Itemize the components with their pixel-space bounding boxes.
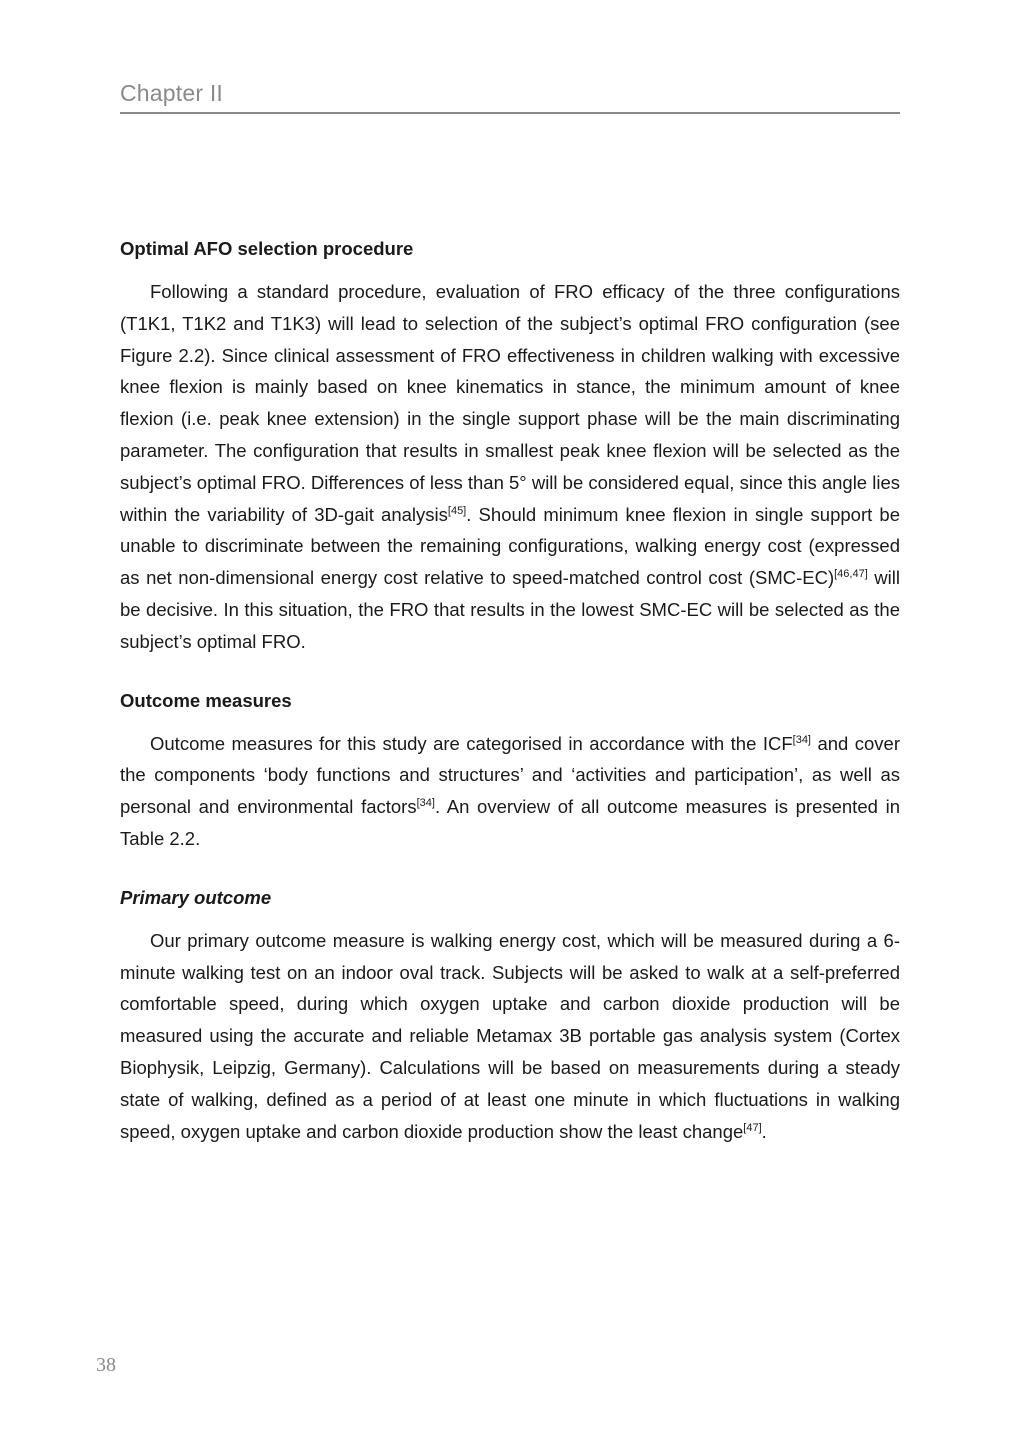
text-run: and cover the components ‘body functions and structures’ and ‘activities and participation’, as well as personal and environmental factors xyxy=(120,732,900,818)
text-run: . Should minimum knee flexion in single support be unable to discriminate between the remaining configurations, walking energy cost (expressed as net non-dimensional energy cost relative to speed-matched control cost (SMC-EC) xyxy=(120,503,900,589)
running-header xyxy=(120,80,900,114)
section-heading-afo-selection: Optimal AFO selection procedure xyxy=(120,238,414,259)
page-content xyxy=(120,236,900,1147)
citation: [45] xyxy=(447,504,467,517)
section-outcome-measures xyxy=(120,688,900,855)
paragraph-outcome-measures xyxy=(120,728,900,855)
text-run: Our primary outcome measure is walking energy cost, which will be measured during a 6-minute walking test on an indoor oval track. Subjects will be asked to walk at a self-preferred comfortable speed, during which oxygen uptake and carbon dioxide production will be measured using the accurate and reliable Metamax 3B portable gas analysis system (Cortex Biophysik, Leipzig, Germany). Calculations will be based on measurements during a steady state of walking, defined as a period of at least one minute in which fluctuations in walking speed, oxygen uptake and carbon dioxide production show the least change xyxy=(120,929,900,1142)
chapter-title: Chapter II xyxy=(120,80,223,106)
citation: [34] xyxy=(792,733,811,746)
text-run: Following a standard procedure, evaluation of FRO efficacy of the three configurations (T1K1, T1K2 and T1K3) will lead to selection of the subject’s optimal FRO configuration (see Figure 2.2). Since clinical assessment of FRO effectiveness in children walking with excessive knee flexion is mainly based on knee kinematics in stance, the minimum amount of knee flexion (i.e. peak knee extension) in the single support phase will be the main discriminating parameter. The configuration that results in smallest peak knee flexion will be selected as the subject’s optimal FRO. Differences of less than 5° will be considered equal, since this angle lies within the variability of 3D-gait analysis xyxy=(120,281,900,525)
paragraph-afo-selection xyxy=(120,276,900,658)
text-run: Outcome measures for this study are categorised in accordance with the ICF xyxy=(150,732,793,754)
text-run: will be decisive. In this situation, the FRO that results in the lowest SMC-EC will be selected as the subject’s optimal FRO. xyxy=(120,567,900,652)
citation: [47] xyxy=(743,1121,762,1134)
section-heading-outcome-measures: Outcome measures xyxy=(120,689,292,711)
text-run: . An overview of all outcome measures is presented in Table 2.2. xyxy=(120,796,900,849)
paragraph-primary-outcome xyxy=(120,925,900,1148)
subsection-heading-primary-outcome: Primary outcome xyxy=(120,886,272,908)
section-afo-selection xyxy=(120,236,900,658)
section-primary-outcome xyxy=(120,885,900,1148)
citation: [34] xyxy=(416,797,435,809)
citation: [46,47] xyxy=(834,568,868,581)
page-number: 38 xyxy=(96,1354,116,1376)
text-run: . xyxy=(761,1120,767,1142)
